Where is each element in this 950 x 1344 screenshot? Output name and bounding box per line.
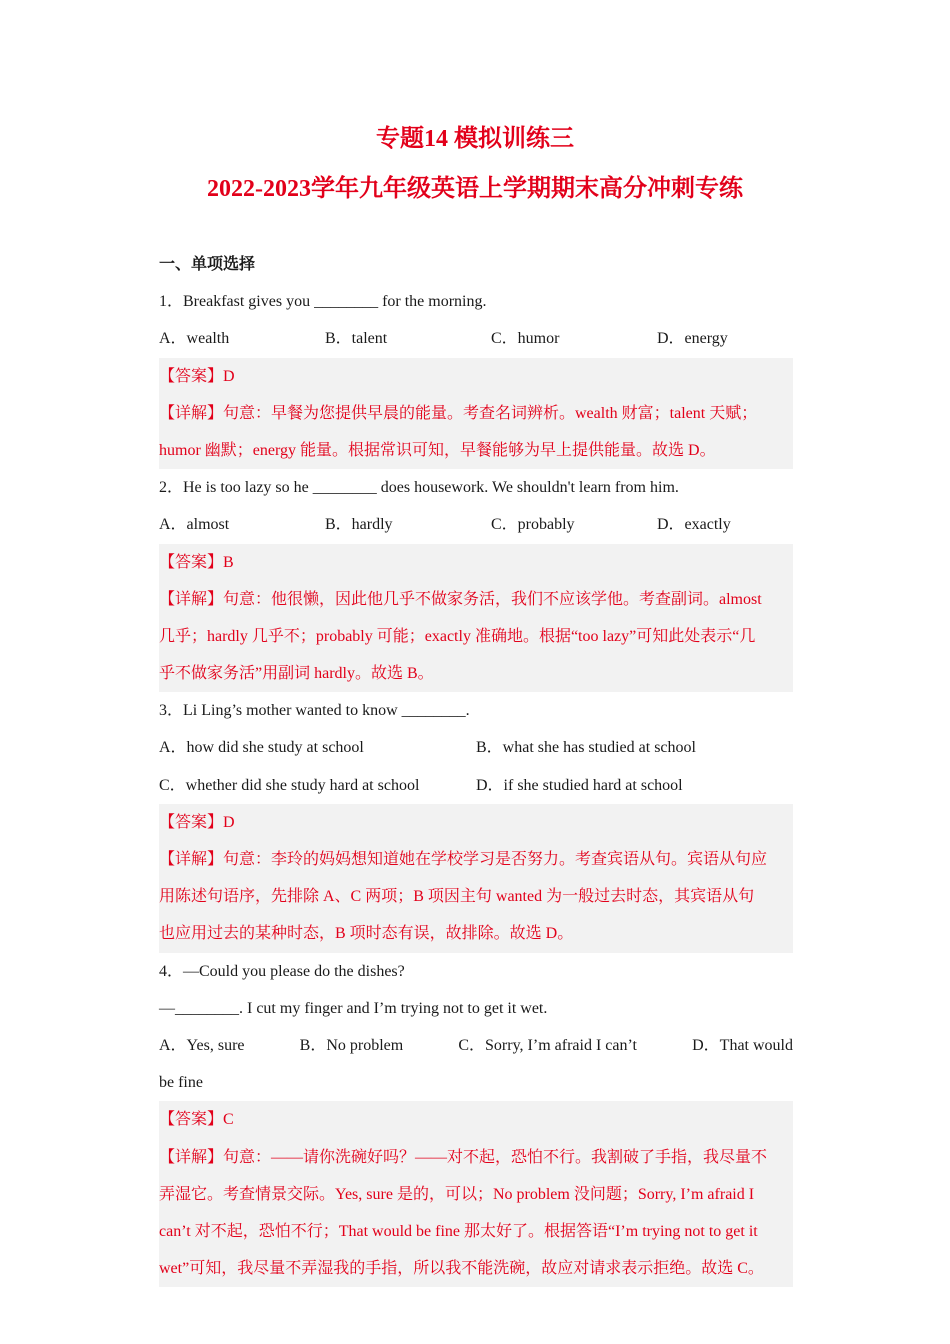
explanation-line: can’t 对不起，恐怕不行；That would be fine 那太好了。根据答语“I’m trying not to get it: [159, 1222, 758, 1240]
option-a: A．how did she study at school: [159, 739, 364, 757]
explanation-line: 【详解】句意：早餐为您提供早晨的能量。考查名词辨析。wealth 财富；talent 天赋；: [159, 404, 758, 422]
options-row: [159, 506, 793, 543]
question-stem: 2．He is too lazy so he ________ does housework. We shouldn't learn from him.: [159, 479, 679, 497]
option-b: B．No problem: [299, 1036, 404, 1054]
options-row: [159, 729, 793, 766]
option-d: D．exactly: [657, 516, 731, 534]
explanation-line: 【详解】句意：李玲的妈妈想知道她在学校学习是否努力。考查宾语从句。宾语从句应: [159, 851, 768, 868]
answer-block: [159, 544, 793, 693]
option-a: A．wealth: [159, 330, 230, 348]
explanation-line: 乎不做家务活”用副词 hardly。故选 B。: [159, 665, 434, 683]
explanation-line: 弄湿它。考查情景交际。Yes, sure 是的，可以；No problem 没问题；Sorry, I’m afraid I: [159, 1185, 755, 1203]
option-b: B．hardly: [325, 516, 393, 534]
explanation-line: 【详解】句意：——请你洗碗好吗？——对不起，恐怕不行。我割破了手指，我尽量不: [159, 1148, 768, 1166]
question-stem: 3．Li Ling’s mother wanted to know ________.: [159, 702, 470, 720]
explanation-line: 也应用过去的某种时态，B 项时态有误，故排除。故选 D。: [159, 925, 574, 943]
question-stem: 4．—Could you please do the dishes?: [159, 962, 405, 980]
question-stem-reply: —________. I cut my finger and I’m trying not to get it wet.: [159, 999, 548, 1017]
option-b: B．talent: [325, 330, 388, 348]
option-d: D．That would: [692, 1036, 793, 1054]
question-stem: 1．Breakfast gives you ________ for the morning.: [159, 293, 487, 311]
answer-label: 【答案】B: [159, 553, 234, 571]
option-d-wrap: be fine: [159, 1074, 203, 1092]
answer-label: 【答案】C: [159, 1111, 234, 1129]
page-subtitle: 2022-2023学年九年级英语上学期期末高分冲刺专练: [207, 176, 743, 202]
explanation-line: 用陈述句语序，先排除 A、C 两项；B 项因主句 wanted 为一般过去时态，其宾语从句: [159, 888, 755, 906]
answer-block: [159, 358, 793, 470]
explanation-line: humor 幽默；energy 能量。根据常识可知，早餐能够为早上提供能量。故选 D。: [159, 441, 716, 459]
options-row: [159, 767, 793, 804]
option-d: D．energy: [657, 330, 728, 348]
question-4: [159, 953, 793, 1288]
option-c: C．Sorry, I’m afraid I can’t: [458, 1036, 637, 1054]
question-2: [159, 469, 793, 692]
options-row: [159, 1027, 793, 1064]
content-body: [159, 246, 793, 1287]
answer-block: [159, 1101, 793, 1287]
answer-block: [159, 804, 793, 953]
option-a: A．Yes, sure: [159, 1036, 245, 1054]
answer-label: 【答案】D: [159, 813, 235, 831]
question-1: [159, 283, 793, 469]
explanation-line: 【详解】句意：他很懒，因此他几乎不做家务活，我们不应该学他。考查副词。almost: [159, 590, 762, 608]
option-c: C．humor: [491, 330, 560, 348]
explanation-line: wet”可知，我尽量不弄湿我的手指，所以我不能洗碗，故应对请求表示拒绝。故选 C。: [159, 1260, 764, 1278]
options-row: [159, 320, 793, 357]
answer-label: 【答案】D: [159, 367, 235, 385]
explanation-line: 几乎；hardly 几乎不；probably 可能；exactly 准确地。根据“too lazy”可知此处表示“几: [159, 627, 756, 645]
question-3: [159, 692, 793, 952]
option-c: C．probably: [491, 516, 575, 534]
page-title: 专题14 模拟训练三: [376, 126, 574, 152]
option-d: D．if she studied hard at school: [476, 776, 683, 794]
option-b: B．what she has studied at school: [476, 739, 696, 757]
option-c: C．whether did she study hard at school: [159, 776, 420, 794]
option-a: A．almost: [159, 516, 230, 534]
section-title: 一、单项选择: [159, 256, 256, 273]
